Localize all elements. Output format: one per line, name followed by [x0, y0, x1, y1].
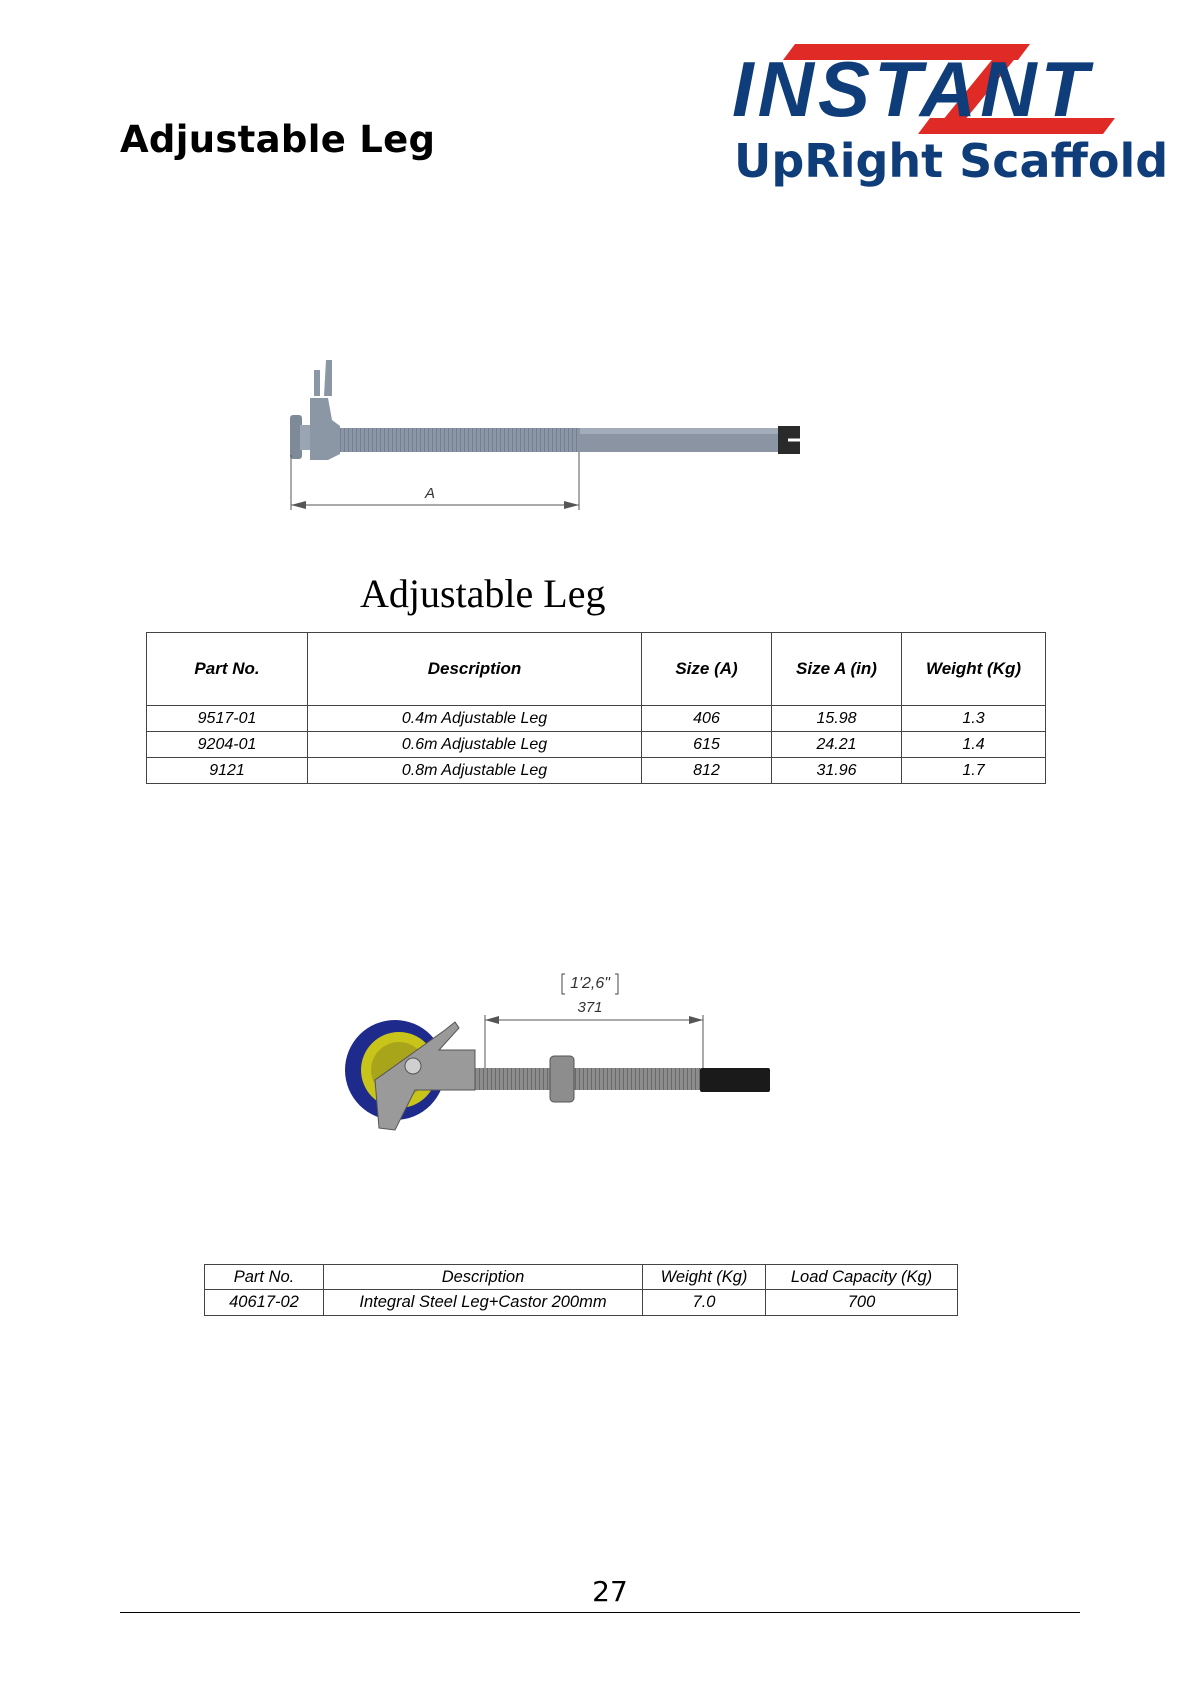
col-weight: Weight (Kg) [902, 633, 1046, 706]
dimension-imperial-label: 1'2,6" [570, 975, 610, 992]
cell-size-a-in: 15.98 [772, 706, 902, 732]
adjustable-leg-table [146, 632, 1046, 784]
figure1-caption: Adjustable Leg [360, 571, 606, 616]
cell-load-capacity: 700 [766, 1290, 958, 1316]
col-size-a: Size (A) [642, 633, 772, 706]
cell-part-no: 9204-01 [147, 732, 308, 758]
footer-divider [120, 1612, 1080, 1613]
cell-size-a: 812 [642, 758, 772, 784]
col-weight: Weight (Kg) [643, 1265, 766, 1290]
col-description: Description [324, 1265, 643, 1290]
page-title: Adjustable Leg [120, 118, 436, 161]
table-row [147, 732, 1046, 758]
cell-description: Integral Steel Leg+Castor 200mm [324, 1290, 643, 1316]
cell-part-no: 9121 [147, 758, 308, 784]
cell-part-no: 9517-01 [147, 706, 308, 732]
table-row [205, 1290, 958, 1316]
cell-part-no: 40617-02 [205, 1290, 324, 1316]
castor-leg-drawing [335, 970, 795, 1190]
cell-weight: 1.4 [902, 732, 1046, 758]
table-header-row [205, 1265, 958, 1290]
cell-weight: 7.0 [643, 1290, 766, 1316]
logo-wordmark: INSTANT [732, 45, 1093, 133]
col-load-capacity: Load Capacity (Kg) [766, 1265, 958, 1290]
table-header-row [147, 633, 1046, 706]
castor-leg-table [204, 1264, 958, 1316]
cell-description: 0.4m Adjustable Leg [308, 706, 642, 732]
cell-weight: 1.3 [902, 706, 1046, 732]
cell-description: 0.6m Adjustable Leg [308, 732, 642, 758]
brand-logo [700, 40, 1180, 200]
adjustable-leg-drawing [280, 360, 860, 560]
table-row [147, 706, 1046, 732]
col-part-no: Part No. [147, 633, 308, 706]
cell-size-a-in: 24.21 [772, 732, 902, 758]
cell-size-a: 406 [642, 706, 772, 732]
cell-weight: 1.7 [902, 758, 1046, 784]
logo-tagline: UpRight Scaffold [734, 134, 1169, 188]
col-description: Description [308, 633, 642, 706]
cell-description: 0.8m Adjustable Leg [308, 758, 642, 784]
page-number: 27 [592, 1575, 628, 1608]
table-row [147, 758, 1046, 784]
dimension-a-label: A [424, 485, 436, 502]
cell-size-a: 615 [642, 732, 772, 758]
dimension-metric-label: 371 [577, 999, 603, 1016]
cell-size-a-in: 31.96 [772, 758, 902, 784]
col-size-a-in: Size A (in) [772, 633, 902, 706]
col-part-no: Part No. [205, 1265, 324, 1290]
